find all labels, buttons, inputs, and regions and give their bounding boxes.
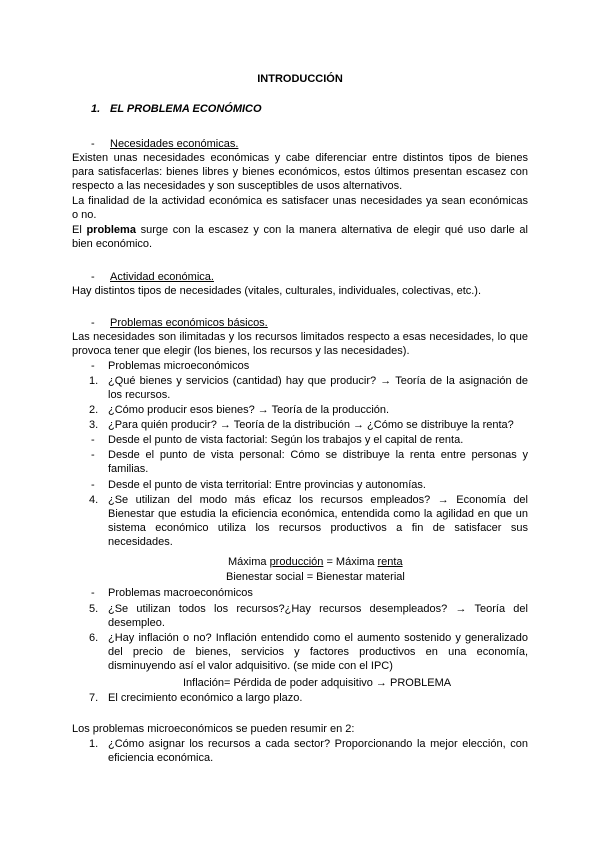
list-item-line: ¿Para quién producir? → Teoría de la distribución → ¿Cómo se distribuye la renta? xyxy=(108,419,514,431)
heading-number: 1. xyxy=(91,103,101,115)
bullet: - xyxy=(91,138,95,150)
list-item-line: familias. xyxy=(108,463,149,475)
list-item-line: eficiencia económica. xyxy=(108,752,214,764)
list-number: 6. xyxy=(89,632,99,644)
list-item-line: del precio de bienes, servicios y factores productivos en una economía, xyxy=(108,646,528,658)
list-item-line: necesidades. xyxy=(108,536,173,548)
list-item-line: Desde el punto de vista factorial: Según los trabajos y el capital de renta. xyxy=(108,434,464,446)
bullet: - xyxy=(91,317,95,329)
list-item-line: sistema económico utiliza los recursos productivos a fin de satisfacer sus xyxy=(108,522,528,534)
section-heading: EL PROBLEMA ECONÓMICO xyxy=(110,103,262,115)
text-run: Máxima xyxy=(228,556,270,568)
equation-line: Bienestar social = Bienestar material xyxy=(226,571,405,583)
paragraph-line xyxy=(72,223,528,237)
list-item-line: los recursos. xyxy=(108,389,171,401)
bullet: - xyxy=(91,271,95,283)
list-number: 3. xyxy=(89,419,99,431)
list-item-line: desempleo. xyxy=(108,617,165,629)
list-number: 5. xyxy=(89,603,99,615)
paragraph-line: La finalidad de la actividad económica es satisfacer unas necesidades ya sean económicas xyxy=(72,195,528,207)
list-item-line: ¿Qué bienes y servicios (cantidad) hay que producir? → Teoría de la asignación de xyxy=(108,375,528,387)
paragraph-line: bien económico. xyxy=(72,238,153,250)
bullet: - xyxy=(91,360,95,372)
list-item-line: Desde el punto de vista personal: Cómo se distribuye la renta entre personas y xyxy=(108,449,528,461)
bullet: - xyxy=(91,434,95,446)
list-item-line: ¿Se utilizan del modo más eficaz los recursos empleados? → Economía del xyxy=(108,494,528,506)
equation-line: Inflación= Pérdida de poder adquisitivo → PROBLEMA xyxy=(183,677,452,689)
bullet: - xyxy=(91,587,95,599)
list-heading: Problemas microeconómicos xyxy=(108,360,250,372)
paragraph-line: respecto a las necesidades y son susceptibles de usos alternativos. xyxy=(72,180,403,192)
list-item-line: Bienestar que estudia la eficiencia económica, entendida como la agilidad en que un xyxy=(108,508,528,520)
list-item-line: disminuyendo así el valor adquisitivo. (se mide con el IPC) xyxy=(108,660,393,672)
subsection-title: Problemas económicos básicos. xyxy=(110,317,268,329)
list-number: 4. xyxy=(89,494,99,506)
underlined-term: producción xyxy=(269,556,324,568)
subsection-title: Necesidades económicas. xyxy=(110,138,239,150)
paragraph-line: Hay distintos tipos de necesidades (vitales, culturales, individuales, colectivas, etc.). xyxy=(72,285,482,297)
bullet: - xyxy=(91,479,95,491)
text-run: = Máxima xyxy=(323,556,378,568)
list-item-line: ¿Hay inflación o no? Inflación entendido como el aumento sostenido y generalizado xyxy=(108,632,528,644)
list-number: 2. xyxy=(89,404,99,416)
list-number: 7. xyxy=(89,692,99,704)
paragraph-line: provoca tener que elegir (los bienes, los recursos y las necesidades). xyxy=(72,345,410,357)
paragraph-line: Las necesidades son ilimitadas y los recursos limitados respecto a esas necesidades, lo que xyxy=(72,331,528,343)
page-title: INTRODUCCIÓN xyxy=(257,73,343,85)
list-item-line: ¿Cómo producir esos bienes? → Teoría de la producción. xyxy=(108,404,390,416)
paragraph-line: para satisfacerlas: bienes libres y bienes económicos, estos últimos presentan escasez con xyxy=(72,166,528,178)
bullet: - xyxy=(91,449,95,461)
list-heading: Problemas macroeconómicos xyxy=(108,587,253,599)
list-number: 1. xyxy=(89,738,99,750)
bold-term: problema xyxy=(86,224,136,236)
list-item-line: ¿Se utilizan todos los recursos?¿Hay recursos desempleados? → Teoría del xyxy=(108,603,528,615)
equation-line xyxy=(228,555,403,569)
paragraph-line: o no. xyxy=(72,209,97,221)
text-run: El xyxy=(72,224,87,236)
paragraph-line: Existen unas necesidades económicas y cabe diferenciar entre distintos tipos de bienes xyxy=(72,152,528,164)
list-item-line: Desde el punto de vista territorial: Entre provincias y autonomías. xyxy=(108,479,426,491)
underlined-term: renta xyxy=(377,556,403,568)
list-item-line: El crecimiento económico a largo plazo. xyxy=(108,692,303,704)
subsection-title: Actividad económica. xyxy=(110,271,214,283)
paragraph-line: Los problemas microeconómicos se pueden resumir en 2: xyxy=(72,723,355,735)
list-number: 1. xyxy=(89,375,99,387)
list-item-line: ¿Cómo asignar los recursos a cada sector? Proporcionando la mejor elección, con xyxy=(108,738,528,750)
text-run: surge con la escasez y con la manera alternativa de elegir qué uso darle al xyxy=(135,224,528,236)
